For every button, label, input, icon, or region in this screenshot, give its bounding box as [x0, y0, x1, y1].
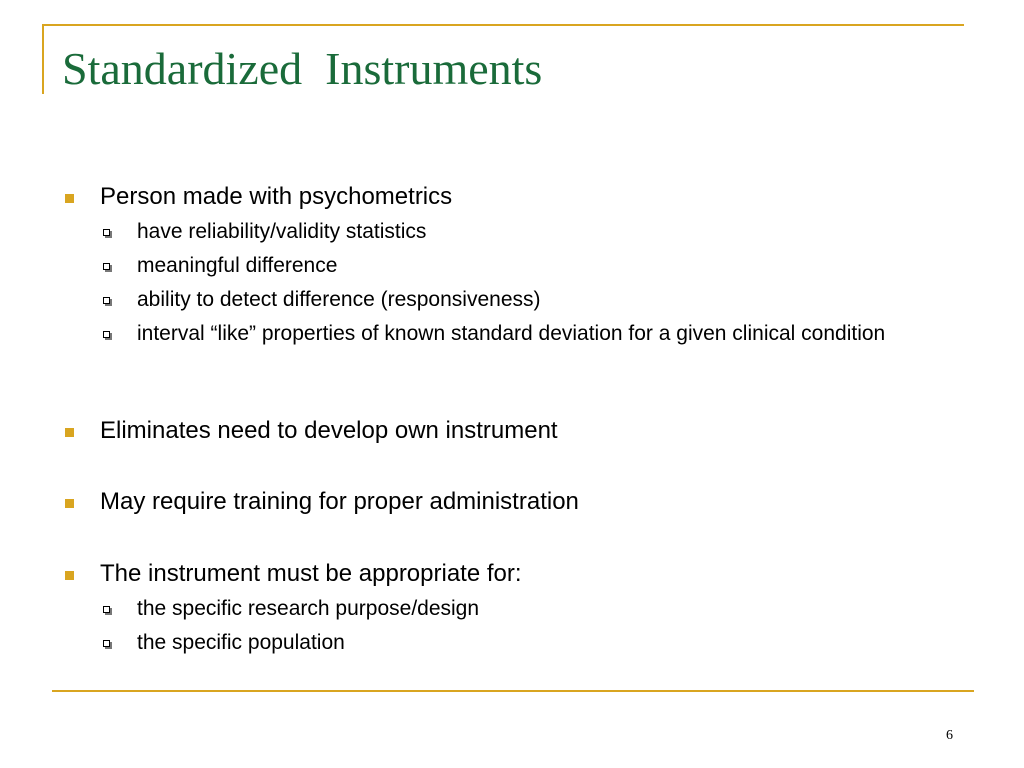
- sub-item-responsiveness: ability to detect difference (responsiveness): [137, 288, 541, 311]
- left-border-line: [42, 24, 44, 94]
- bullet-marker: [65, 499, 74, 508]
- top-border-line: [42, 24, 964, 26]
- sub-bullet-marker: [103, 263, 110, 270]
- bullet-item-appropriate-for: The instrument must be appropriate for:: [100, 560, 522, 587]
- bullet-item-psychometrics: Person made with psychometrics: [100, 183, 453, 210]
- sub-bullet-marker: [103, 606, 110, 613]
- sub-bullet-marker: [103, 297, 110, 304]
- bullet-item-eliminates-need: Eliminates need to develop own instrument: [100, 417, 558, 444]
- sub-bullet-marker: [103, 229, 110, 236]
- sub-bullet-marker: [103, 640, 110, 647]
- sub-item-interval-properties: interval “like” properties of known standard deviation for a given clinical condition: [137, 322, 886, 345]
- sub-item-reliability: have reliability/validity statistics: [137, 220, 427, 243]
- sub-item-meaningful-difference: meaningful difference: [137, 254, 338, 277]
- bullet-marker: [65, 428, 74, 437]
- bullet-marker: [65, 194, 74, 203]
- bottom-border-line: [52, 690, 974, 692]
- sub-bullet-marker: [103, 331, 110, 338]
- bullet-item-training: May require training for proper administration: [100, 488, 579, 515]
- slide-title: Standardized Instruments: [62, 43, 543, 94]
- sub-item-research-purpose: the specific research purpose/design: [137, 597, 480, 620]
- page-number: 6: [946, 728, 953, 743]
- bullet-marker: [65, 571, 74, 580]
- sub-item-population: the specific population: [137, 631, 345, 654]
